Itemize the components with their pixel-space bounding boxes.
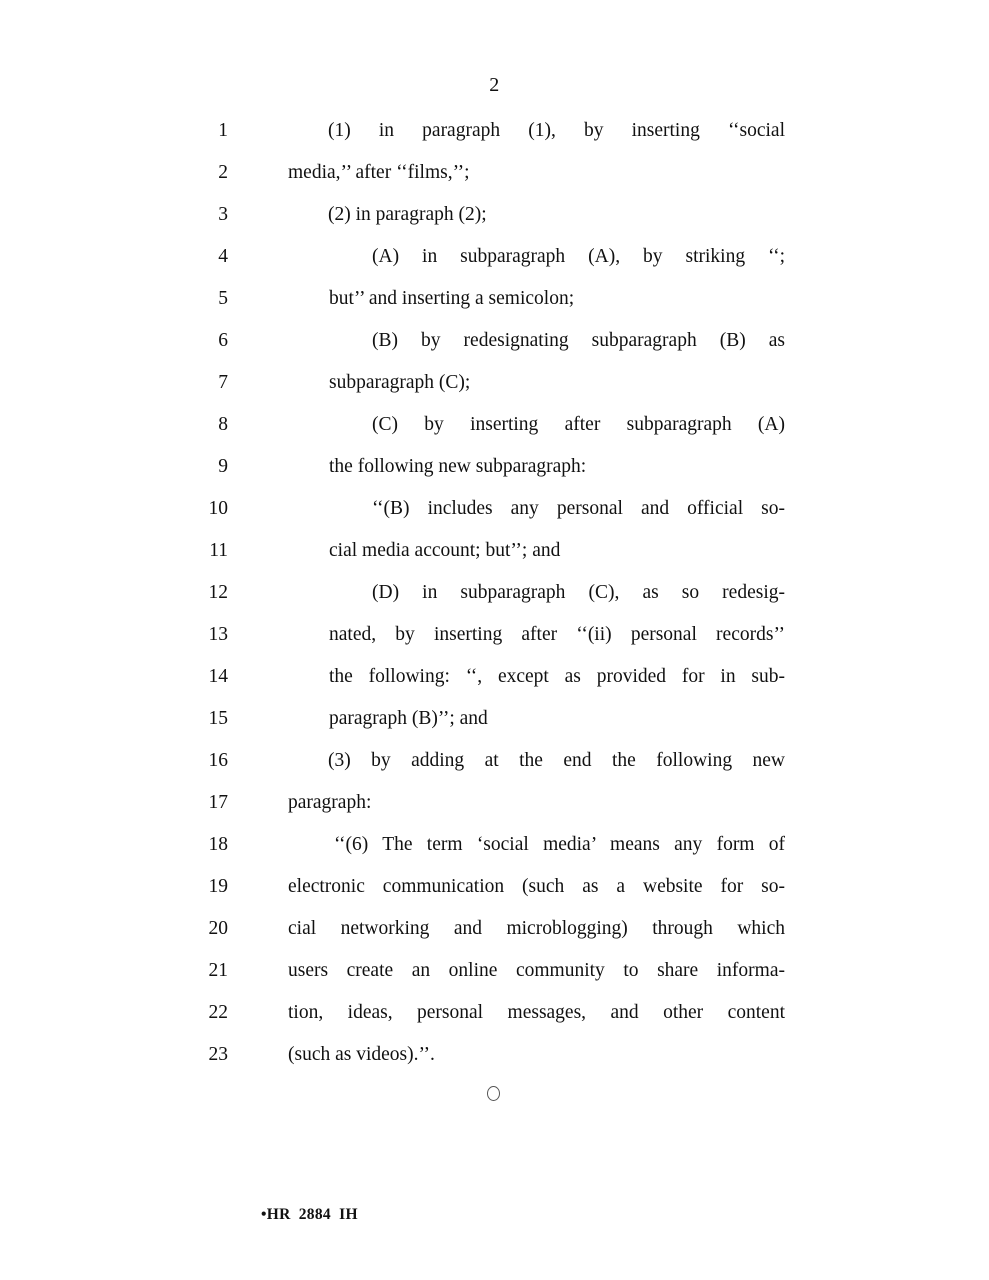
line-number: 3 <box>218 204 228 225</box>
bill-line-row <box>0 194 989 236</box>
line-text: nated, by inserting after ‘‘(ii) personal records’’ <box>329 624 785 645</box>
line-number: 11 <box>209 540 228 561</box>
line-number: 2 <box>218 162 228 183</box>
line-text: cial media account; but’’; and <box>329 540 561 561</box>
bill-line-row <box>0 782 989 824</box>
line-text: (such as videos).’’. <box>288 1044 435 1065</box>
end-of-bill-circle-icon <box>487 1086 500 1101</box>
bill-line-row <box>0 320 989 362</box>
line-number: 16 <box>208 750 228 771</box>
bill-line-row <box>0 530 989 572</box>
bill-text-body <box>0 110 989 1076</box>
line-text: paragraph: <box>288 792 372 813</box>
bill-line-row <box>0 656 989 698</box>
line-number: 22 <box>208 1002 228 1023</box>
line-text: but’’ and inserting a semicolon; <box>329 288 575 309</box>
line-number: 17 <box>208 792 228 813</box>
line-number: 19 <box>208 876 228 897</box>
line-text: subparagraph (C); <box>329 372 471 393</box>
line-text: the following: ‘‘, except as provided for in sub- <box>329 666 785 687</box>
line-number: 20 <box>208 918 228 939</box>
line-text: (B) by redesignating subparagraph (B) as <box>372 330 785 351</box>
line-number: 15 <box>208 708 228 729</box>
line-number: 13 <box>208 624 228 645</box>
line-text: (D) in subparagraph (C), as so redesig- <box>372 582 785 603</box>
line-number: 4 <box>218 246 228 267</box>
line-number: 10 <box>208 498 228 519</box>
footer-bill-number: •HR 2884 IH <box>261 1206 358 1223</box>
line-text: electronic communication (such as a website for so- <box>288 876 785 897</box>
bill-line-row <box>0 740 989 782</box>
line-number: 21 <box>208 960 228 981</box>
line-number: 8 <box>218 414 228 435</box>
line-text: cial networking and microblogging) through which <box>288 918 785 939</box>
line-text: (A) in subparagraph (A), by striking ‘‘; <box>372 246 785 267</box>
bill-line-row <box>0 404 989 446</box>
line-number: 23 <box>208 1044 228 1065</box>
bill-line-row <box>0 1034 989 1076</box>
page-number: 2 <box>489 74 500 96</box>
line-number: 6 <box>218 330 228 351</box>
line-number: 12 <box>208 582 228 603</box>
line-number: 1 <box>218 120 228 141</box>
line-number: 18 <box>208 834 228 855</box>
line-number: 7 <box>218 372 228 393</box>
line-text: ‘‘(B) includes any personal and official so- <box>372 498 785 519</box>
bill-line-row <box>0 698 989 740</box>
bill-line-row <box>0 110 989 152</box>
line-text: paragraph (B)’’; and <box>329 708 488 729</box>
line-text: ‘‘(6) The term ‘social media’ means any form of <box>334 834 785 855</box>
bill-line-row <box>0 614 989 656</box>
line-text: (2) in paragraph (2); <box>328 204 487 225</box>
bill-line-row <box>0 908 989 950</box>
bill-line-row <box>0 866 989 908</box>
line-text: users create an online community to share informa- <box>288 960 785 981</box>
line-text: tion, ideas, personal messages, and other content <box>288 1002 785 1023</box>
bill-line-row <box>0 572 989 614</box>
line-number: 14 <box>208 666 228 687</box>
bill-line-row <box>0 488 989 530</box>
bill-line-row <box>0 278 989 320</box>
bill-line-row <box>0 446 989 488</box>
bill-line-row <box>0 362 989 404</box>
bill-line-row <box>0 992 989 1034</box>
line-text: media,’’ after ‘‘films,’’; <box>288 162 470 183</box>
line-number: 5 <box>218 288 228 309</box>
bill-line-row <box>0 152 989 194</box>
line-number: 9 <box>218 456 228 477</box>
bill-line-row <box>0 824 989 866</box>
line-text: (3) by adding at the end the following new <box>328 750 785 771</box>
bill-line-row <box>0 950 989 992</box>
line-text: (C) by inserting after subparagraph (A) <box>372 414 785 435</box>
bill-line-row <box>0 236 989 278</box>
line-text: the following new subparagraph: <box>329 456 587 477</box>
line-text: (1) in paragraph (1), by inserting ‘‘social <box>328 120 785 141</box>
